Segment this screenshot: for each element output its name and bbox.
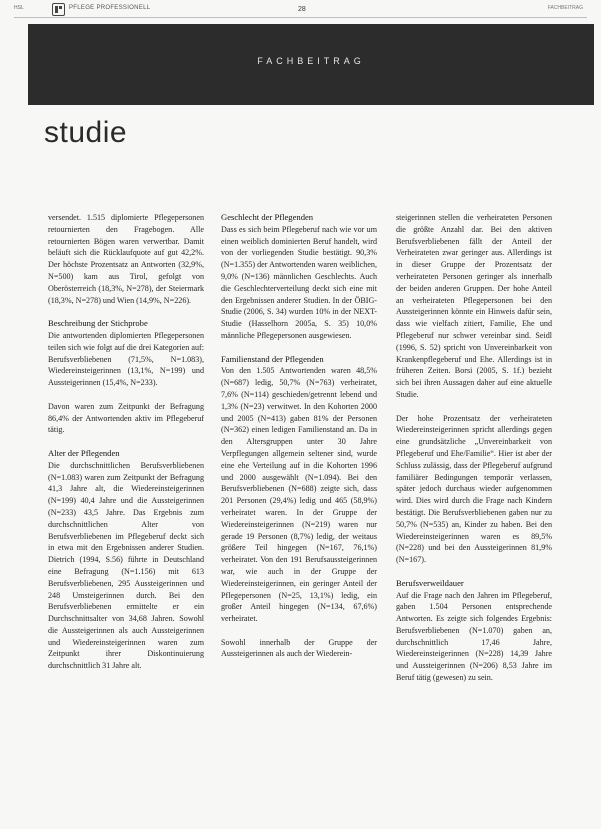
header-left-text: HSL [14, 5, 24, 11]
body-paragraph: Die durchschnittlichen Berufsverbliebenen (N=1.083) waren zum Zeitpunkt der Befragung 41,3 Jahre alt, die Wiedereinsteigerinnen (N=199) 40,4 Jahre und die Aussteigerinnen (N=233) 43,5 Jahre. Das Ergebnis zum durchschnittlichen Alter von Berufsverbliebenen im Pflegeberuf deckt sich in etwa mit den Ergebnissen anderer Studien. Dietrich (1994, S.56) führte in Deutschland eine Befragung (N=1.156) mit 613 Berufsverbliebenen, 295 Aussteigerinnen und 248 Umsteigerinnen durch. Bei den Berufsverbliebenen ermittelte er ein Durchschnittsalter von 34,68 Jahren. Sowohl die Aussteigerinnen als auch Aussteigerinnen und Wiedereinsteigerinnen waren zum Zeitpunkt ihrer Diskontinuierung durchschnittlich 31 Jahre alt. [48, 460, 204, 671]
text-column-3 [396, 212, 552, 696]
section-heading: Geschlecht der Pflegenden [221, 212, 314, 222]
header-right-text: FACHBEITRAG [547, 5, 583, 11]
page-number: 28 [298, 6, 306, 13]
body-paragraph: Sowohl innerhalb der Gruppe der Aussteigerinnen als auch der Wiederein- [221, 637, 377, 659]
text-column-1 [48, 212, 204, 684]
body-paragraph: Davon waren zum Zeitpunkt der Befragung 86,4% der Antwortenden aktiv im Pflegeberuf tätig. [48, 401, 204, 435]
section-heading: Alter der Pflegenden [48, 447, 120, 458]
section-heading: Familienstand der Pflegenden [221, 353, 324, 364]
body-paragraph: Auf die Frage nach den Jahren im Pflegeberuf, gaben 1.504 Personen entsprechende Antworten. Es zeigte sich folgendes Ergebnis: Berufsverbliebenen (N=1.070) gaben an, durchschnittlich 17,46 Jahre, Wiedereinsteigerinnen (N=228) 14,39 Jahre und Aussteigerinnen (N=206) 8,53 Jahre im Beruf tätig (gewesen) zu sein. [396, 590, 552, 683]
article-headline: studie [44, 116, 128, 149]
section-heading: Beschreibung der Stichprobe [48, 318, 148, 329]
page-header [0, 0, 601, 20]
section-heading: Berufsverweildauer [396, 577, 464, 588]
magazine-name: PFLEGE PROFESSIONELL [69, 5, 151, 11]
body-paragraph: Dass es sich beim Pflegeberuf nach wie vor um einen weiblich dominierten Beruf handelt, wird von der vorliegenden Studie bestätigt. 90,3% (N=1.355) der Antwortenden waren weiblichen, 9,0% (N=136) männlichen Geschlechts. Auch die Geschlechterverteilung deckt sich eine mit den Ergebnissen anderer Studien. In der ÖBIG-Studie (2006, S. 34) wurden 10% in der NEXT-Studie (Hasselhorn 2005a, S. 35) 10,0% männliche Pflegepersonen ausgewiesen. [221, 224, 377, 340]
section-label: FACHBEITRAG [257, 56, 365, 66]
body-paragraph: Die antwortenden diplomierten Pflegepersonen teilen sich wie folgt auf die drei Kategorien auf: Berufsverbliebenen (71,5%, N=1.083), Wiedereinsteigerinnen (13,1%, N=199) und Aussteigerinnen (15,4%, N=233). [48, 330, 204, 388]
section-banner [28, 24, 594, 105]
body-paragraph: Von den 1.505 Antwortenden waren 48,5% (N=687) ledig, 50,7% (N=763) verheiratet, 7,6% (N=114) geschieden/getrennt lebend und 1,3% (N=23) verwitwet. In den Kohorten 2000 und 2005 (N=413) gaben 81% der Personen (N=362) einen ledigen Familienstand an. Da in den Altersgruppen unter 30 Jahre Verpflegungen allgemein seltener sind, wurde eine ehe Verteilung auf in die Kohorten 1996 und 2000 ausgewählt (N=1.094). Bei den Berufsverbliebenen (N=688) zeigte sich, dass 201 Personen (29,4%) ledig und 465 (58,9%) verheiratet waren. In der Gruppe der Wiedereinsteigerinnen (N=219) waren nur gerade 19 Personen (8,7%) ledig, der weitaus größere Teil hingegen (N=167, 76,1%) verheiratet. Von den 191 Berufsaussteigerinnen war, wie auch in der Gruppe der Wiedereinsteigerinnen, ein geringer Anteil der Pflegepersonen (N=25, 13,1%) ledig, ein großer Anteil hingegen (N=134, 67,6%) verheiratet. [221, 366, 377, 624]
body-paragraph: versendet. 1.515 diplomierte Pflegepersonen retournierten den Fragebogen. Alle retournierten Bögen waren verwertbar. Damit beläuft sich die Rücklaufquote auf gut 42,2%. Der höchste Prozentsatz an Antworten (32,9%, N=500) kam aus Tirol, gefolgt von Oberösterreich (18,3%, N=278), der Steiermark (18,3%, N=278) und Wien (14,9%, N=226). [48, 213, 204, 305]
magazine-logo-icon [52, 3, 65, 16]
text-column-2 [221, 212, 377, 672]
header-divider [14, 17, 587, 18]
body-paragraph: Der hohe Prozentsatz der verheirateten Wiedereinsteigerinnen spricht allerdings gegen eine grundsätzliche „Unvereinbarkeit von Pflegeberuf und Ehe/Familie“. Hier ist aber der Schluss zulässig, dass der Pflegeberuf aufgrund familiärer Bedingungen temporär verlassen, später jedoch durchaus wieder aufgenommen wird. Dies wird durch die Frage nach Kindern bestätigt. Die Berufsverbliebenen gaben nur zu 50,7% (N=535) an, Kinder zu haben. Bei den Wiedereinsteigerinnen waren es 89,5% (N=228) und bei den Aussteigerinnen 81,9% (N=167). [396, 413, 552, 565]
body-paragraph: steigerinnen stellen die verheirateten Personen die größte Anzahl dar. Bei den aktiven Berufsverbliebenen fällt der Anteil der Verheirateten zwar geringer aus. Allerdings ist in dieser Gruppe der Prozentsatz der verheirateten Personen geringer als innerhalb der beiden anderen Gruppen. Der hohe Anteil an verheirateten Pflegepersonen bei den Aussteigerinnen könnte ein Hinweis dafür sein, dass wie vielfach zitiert, Familie, Ehe und Pflegeberuf nur schwer vereinbar sind. Seidl (1996, S. 52) spricht von Unvereinbarkeit von Krankenpflegeberuf und Ehe. Allerdings ist in früheren Zeiten. Borsi (2005, S. 1f.) bezieht sich bei ihren Aussagen daher auf eine aktuelle Studie. [396, 213, 552, 399]
